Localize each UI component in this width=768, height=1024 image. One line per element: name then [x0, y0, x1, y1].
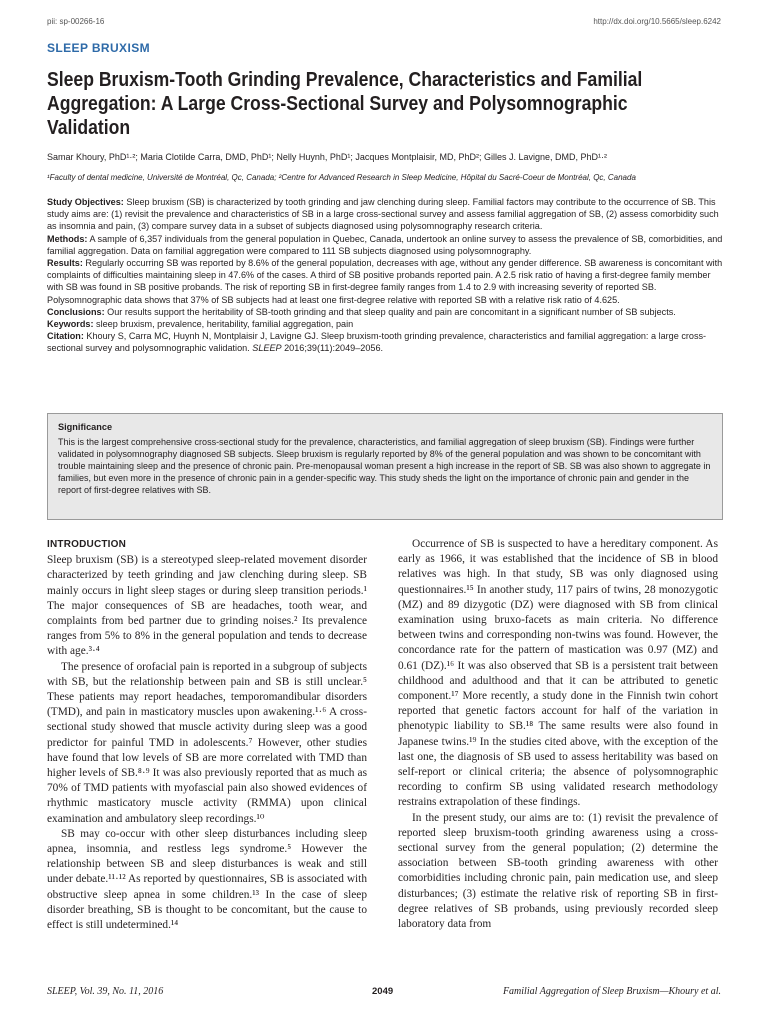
results-text: Regularly occurring SB was reported by 8.6% of the general population, decreases with age, without any gender difference. SB awareness is concomitant with complaints of difficulties maintaining sleep in 47.6% of the cases. A third of SB positive probands reported pain. A 2.5 risk ratio of having a first-degree family member with SB was found in SB positive probands. The risk of reporting SB in first-degree family ranges from 1.4 to 2.9 with increasing severity of reported SB. Polysomnographic data shows that 37% of SB subjects had at least one first-degree relative with reported SB with a relative risk ratio of 4.625.: [47, 258, 723, 305]
title-line: Validation: [47, 117, 131, 139]
introduction-heading: INTRODUCTION: [47, 539, 127, 550]
significance-box: [47, 413, 723, 520]
abstract-conclusions: [47, 306, 725, 318]
keywords-text: sleep bruxism, prevalence, heritability, familial aggregation, pain: [96, 319, 354, 330]
article-title: [47, 68, 654, 140]
abstract-objectives: [47, 196, 725, 233]
footer-journal: SLEEP, Vol. 39, No. 11, 2016: [47, 986, 164, 997]
body-paragraph: Sleep bruxism (SB) is a stereotyped sleep-related movement disorder characterized by teeth grinding and jaw clenching during sleep. SB mainly occurs in light sleep stages or during sleep transition periods.¹ The major consequences of SB are headaches, tooth wear, and complaints from bed partner due to grinding noises.² Its prevalence ranges from 5% to 8% in the general population and tends to decrease with age.³·⁴: [47, 554, 367, 658]
pii-identifier: pii: sp-00266-16: [47, 17, 105, 26]
results-label: Results:: [47, 258, 83, 269]
citation-label: Citation:: [47, 331, 84, 342]
doi-link[interactable]: http://dx.doi.org/10.5665/sleep.6242: [593, 17, 721, 26]
body-paragraph: The presence of orofacial pain is reported in a subgroup of subjects with SB, but the relationship between pain and SB is still unclear.⁵ These patients may report headaches, temporomandibular disorders (TMD), and pain in masticatory muscles upon awakening.¹·⁶ A cross-sectional study showed that muscle activity during sleep was a good predictor for painful TMD in adolescents.⁷ However, other studies have found that low levels of SB are more correlated with TMD than higher levels of SB.⁸·⁹ It was also previously reported that as much as 70% of TMD patients with myofascial pain also showed evidences of rhythmic masticatory muscle activity (RMMA) upon clinical examination and ambulatory sleep recordings.¹⁰: [47, 660, 367, 825]
citation-journal: SLEEP: [252, 343, 282, 354]
conclusions-label: Conclusions:: [47, 306, 105, 317]
abstract-keywords: [47, 318, 725, 330]
conclusions-text: Our results support the heritability of SB-tooth grinding and that sleep quality and pain are concomitant in a significant number of SB subjects.: [107, 306, 676, 317]
affiliations: ¹Faculty of dental medicine, Université de Montréal, Qc, Canada; ²Centre for Advanced Research in Sleep Medicine, Hôpital du Sacré-Coeur de Montréal, Qc, Canada: [47, 173, 636, 182]
keywords-label: Keywords:: [47, 319, 94, 330]
abstract-results: [47, 257, 725, 306]
abstract-citation: [47, 330, 725, 354]
significance-title: Significance: [58, 422, 113, 432]
methods-label: Methods:: [47, 233, 88, 244]
abstract-methods: [47, 233, 725, 257]
body-column-right: [398, 537, 718, 932]
title-line: Aggregation: A Large Cross-Sectional Survey and Polysomnographic: [47, 93, 628, 115]
body-paragraph: In the present study, our aims are to: (1) revisit the prevalence of reported sleep bruxism-tooth grinding awareness using a cross-sectional survey from the general population; (2) determine the association between SB-tooth grinding awareness with other comorbidities including chronic pain, pain medication use, and sleep disturbances; (3) estimate the relative risk of reporting SB in first-degree relatives of SB probands, using previously recorded sleep laboratory data from: [398, 811, 718, 931]
citation-volume: 2016;39(11):2049–2056.: [284, 343, 384, 354]
objectives-label: Study Objectives:: [47, 197, 124, 207]
section-label: SLEEP BRUXISM: [47, 41, 150, 55]
author-list: Samar Khoury, PhD¹·²; Maria Clotilde Carra, DMD, PhD¹; Nelly Huynh, PhD¹; Jacques Montplaisir, MD, PhD²; Gilles J. Lavigne, DMD, PhD¹·²: [47, 152, 607, 162]
citation-text: Khoury S, Carra MC, Huynh N, Montplaisir J, Lavigne GJ. Sleep bruxism-tooth grinding prevalence, characteristics and familial aggregation: a large cross-sectional survey and polysomnographic validation.: [47, 331, 707, 354]
title-line: Sleep Bruxism-Tooth Grinding Prevalence, Characteristics and Familial: [47, 69, 643, 91]
body-paragraph: SB may co-occur with other sleep disturbances including sleep apnea, insomnia, and restless legs syndrome.⁵ However the relationship between SB and sleep disturbances is weak and still under debate.¹¹·¹² As reported by questionnaires, SB is associated with obstructive sleep apnea in some children.¹³ In the case of sleep disorder breathing, SB is thought to be concomitant, but the cause to effect is still undetermined.¹⁴: [47, 827, 367, 932]
body-column-left: [47, 537, 367, 933]
body-paragraph: Occurrence of SB is suspected to have a hereditary component. As early as 1966, it was established that the incidence of SB in blood relatives was high. In that study, SB was only diagnosed using questionnaires.¹⁵ In another study, 117 pairs of twins, 28 monozygotic (MZ) and 89 dizygotic (DZ) were diagnosed with SB from clinical examination using bruxo-facets as main criteria. No difference between twins and corresponding non-twins was found. However, the concordance rate for the pattern of mastication was 0.97 (MZ) and 0.61 (DZ).¹⁶ It was also observed that SB is a persistent trait between childhood and adulthood and that it can be attributed to genetic component.¹⁷ More recently, a study done in the Finnish twin cohort reported that genetic factors account for half of the variation in phenotypic liability to SB.¹⁸ The same results were also found in Japanese twins.¹⁹ In the studies cited above, with the exception of the last one, the diagnosis of SB used to assess heritability was based on self-report or clinical criteria; the absence of polysomnographic recording to confirm SB using validated research methodology restrains extrapolation of these findings.: [398, 538, 718, 809]
objectives-text: Sleep bruxism (SB) is characterized by tooth grinding and jaw clenching during sleep. Familial factors may contribute to the occurrence of SB. This study aims are: (1) revisit the prevalence and characteristics of SB in a large cross-sectional survey and assess familial aggregation of SB, (2) assess comorbidity such as insomnia and pain, (3) compare survey data in a subset of subjects diagnosed using polysomnography research criteria.: [47, 197, 719, 232]
page-number: 2049: [372, 986, 394, 997]
significance-body: This is the largest comprehensive cross-sectional study for the prevalence, characteristics, and familial aggregation of sleep bruxism (SB). Findings were further validated in polysomnography diagnosed SB subjects. Sleep bruxism is regularly reported by 8% of the general population and was shown to be concomitant with trouble maintaining sleep and the presence of chronic pain. Pre-menopausal woman present a high increase in the report of SB. SB was also shown to aggregate in families, but even more in the presence of chronic pain in a gender-specific way. This study sheds the light on the importance of chronic pain and gender in the report of first-degree relatives with SB.: [58, 437, 711, 496]
abstract: [47, 196, 725, 355]
footer-running-title: Familial Aggregation of Sleep Bruxism—Khoury et al.: [502, 986, 721, 997]
methods-text: A sample of 6,357 individuals from the general population in Quebec, Canada, undertook an online survey to assess the prevalence of SB, comorbidities, and familial aggregation. Data on familial aggregation were compared to 111 SB subjects diagnosed using polysomnography.: [47, 233, 723, 256]
